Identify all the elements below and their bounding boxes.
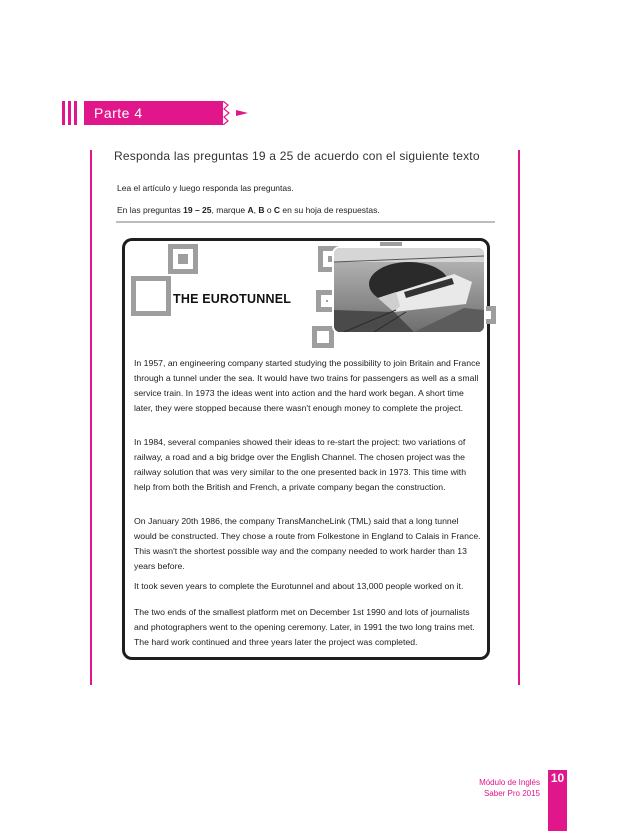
header-bars-decoration: [62, 101, 80, 125]
right-margin-line: [518, 150, 520, 685]
instructions-line-2: En las preguntas 19 – 25, marque A, B o C en su hoja de respuestas.: [117, 205, 380, 215]
article-paragraph: In 1984, several companies showed their ideas to re-start the project: two variations of railway, a road and a big bridge over the English Channel. The chosen project was the railway solution that was very similar to the one presented back in 1973. This time with help from both the British and French, a private company began the construction.: [134, 437, 467, 492]
decorative-square: [312, 326, 334, 348]
article-paragraph: It took seven years to complete the Eurotunnel and about 13,000 people worked on it.: [134, 581, 464, 591]
footer-module: Módulo de Inglés: [479, 778, 540, 787]
instructions-title: Responda las preguntas 19 a 25 de acuerdo con el siguiente texto: [114, 149, 480, 163]
article-paragraph: In 1957, an engineering company started studying the possibility to join Britain and France through a tunnel under the sea. It would have two trains for passengers as well as a small service train. In 1973 the ideas went into action and the hard work began. A short time later, they were stopped because there wasn't enough money to complete the project.: [134, 358, 481, 413]
footer-edition: Saber Pro 2015: [483, 789, 540, 798]
part-label: Parte 4: [84, 101, 223, 125]
instructions-line-1: Lea el artículo y luego responda las preguntas.: [117, 183, 294, 193]
divider: [116, 221, 495, 223]
arrow-icon: [220, 101, 248, 125]
article-paragraph: On January 20th 1986, the company TransMancheLink (TML) said that a long tunnel would be constructed. They chose a route from Folkestone in England to Calais in France. This wasn't the shortest possible way and the company needed to work harder than 13 years before.: [134, 516, 481, 571]
article-paragraph: The two ends of the smallest platform met on December 1st 1990 and lots of journalists and photographers went to the opening ceremony. Later, in 1991 the two long trains met. The hard work continued and three years later the project was completed.: [134, 607, 475, 647]
train-photo: [332, 246, 486, 334]
decorative-square: [131, 276, 171, 316]
decorative-square: [168, 244, 198, 274]
article-title: THE EUROTUNNEL: [173, 292, 292, 306]
left-margin-line: [90, 150, 92, 685]
page-number: 10: [550, 771, 565, 785]
